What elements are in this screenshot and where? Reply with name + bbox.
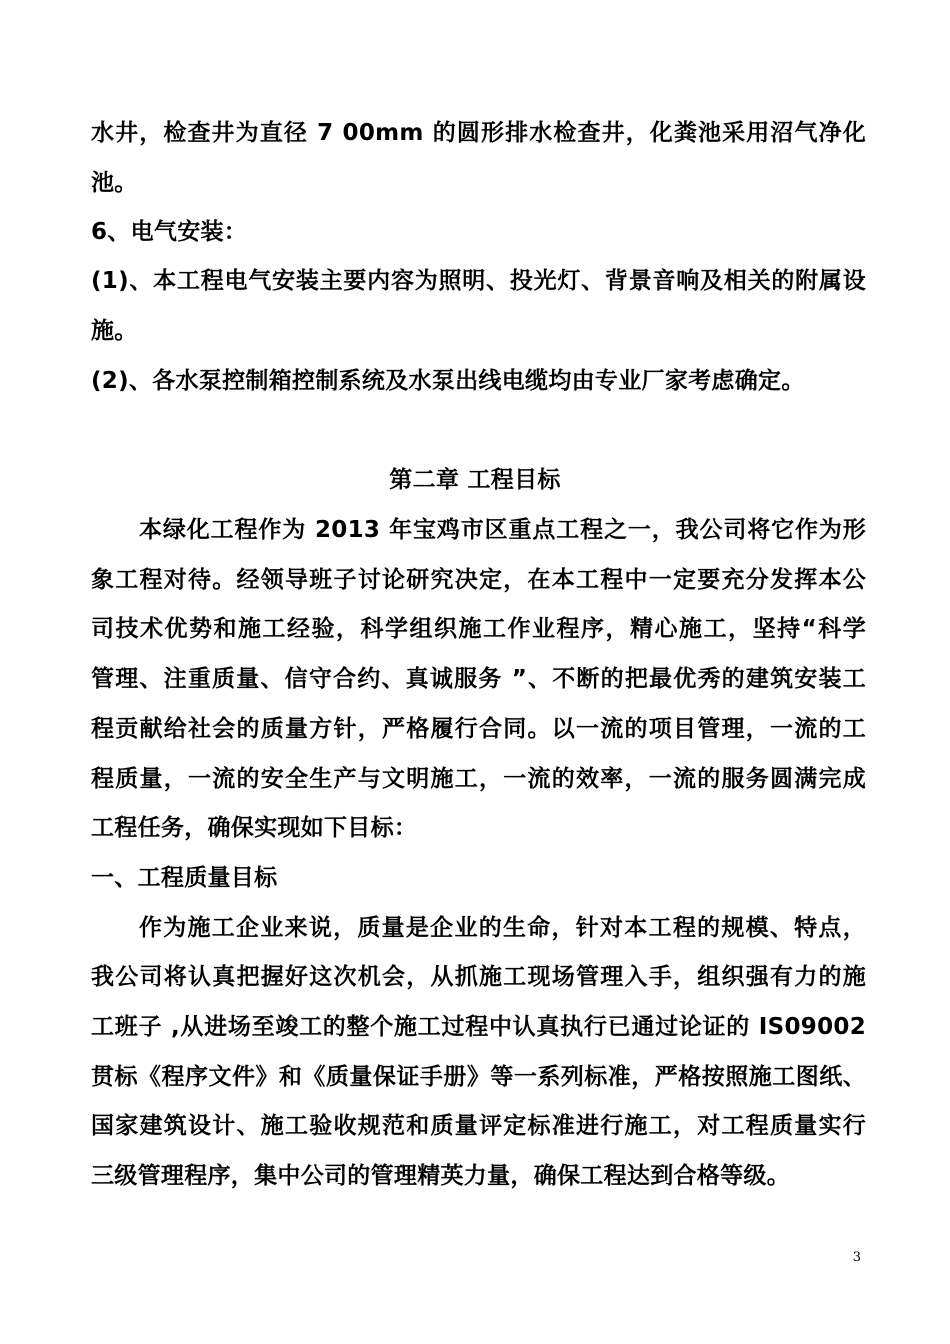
text-line-12: 程贡献给社会的质量方针，严格履行合同。以一流的项目管理，一流的工: [91, 716, 866, 742]
chapter-title: 第二章 工程目标: [389, 467, 561, 493]
section-heading-electrical: 6、电气安装：: [91, 219, 248, 245]
text-line-2: 池。: [91, 170, 138, 196]
section-heading-quality: 一、工程质量目标: [91, 865, 278, 891]
text-line-17: 我公司将认真把握好这次机会，从抓施工现场管理入手，组织强有力的施: [91, 964, 866, 990]
text-line-6: (2)、各水泵控制箱控制系统及水泵出线电缆均由专业厂家考虑确定。: [91, 368, 805, 394]
text-line-18: 工班子 ,从进场至竣工的整个施工过程中认真执行已通过论证的 IS09002: [91, 1014, 866, 1040]
text-line-14: 工程任务，确保实现如下目标：: [91, 815, 418, 841]
text-line-21: 三级管理程序，集中公司的管理精英力量，确保工程达到合格等级。: [91, 1163, 790, 1189]
paragraph-quality-first-line: 作为施工企业来说，质量是企业的生命，针对本工程的规模、特点，: [139, 915, 866, 941]
text-line-10: 司技术优势和施工经验，科学组织施工作业程序，精心施工，坚持“科学: [91, 616, 866, 642]
text-line-19: 贯标《程序文件》和《质量保证手册》等一系列标准，严格按照施工图纸、: [91, 1064, 866, 1090]
page-number: 3: [852, 1250, 861, 1265]
text-line-5: 施。: [91, 318, 138, 344]
text-line-11: 管理、注重质量、信守合约、真诚服务 ”、不断的把最优秀的建筑安装工: [91, 666, 866, 692]
text-line-20: 国家建筑设计、施工验收规范和质量评定标准进行施工，对工程质量实行: [91, 1113, 866, 1139]
text-line-13: 程质量，一流的安全生产与文明施工，一流的效率，一流的服务圆满完成: [91, 766, 866, 792]
text-line-4: (1)、本工程电气安装主要内容为照明、投光灯、背景音响及相关的附属设: [91, 268, 866, 294]
paragraph-first-line: 本绿化工程作为 2013 年宝鸡市区重点工程之一，我公司将它作为形: [139, 517, 866, 543]
text-line-1: 水井，检查井为直径 7 00mm 的圆形排水检查井，化粪池采用沼气净化: [91, 120, 866, 146]
text-line-9: 象工程对待。经领导班子讨论研究决定，在本工程中一定要充分发挥本公: [91, 567, 866, 593]
